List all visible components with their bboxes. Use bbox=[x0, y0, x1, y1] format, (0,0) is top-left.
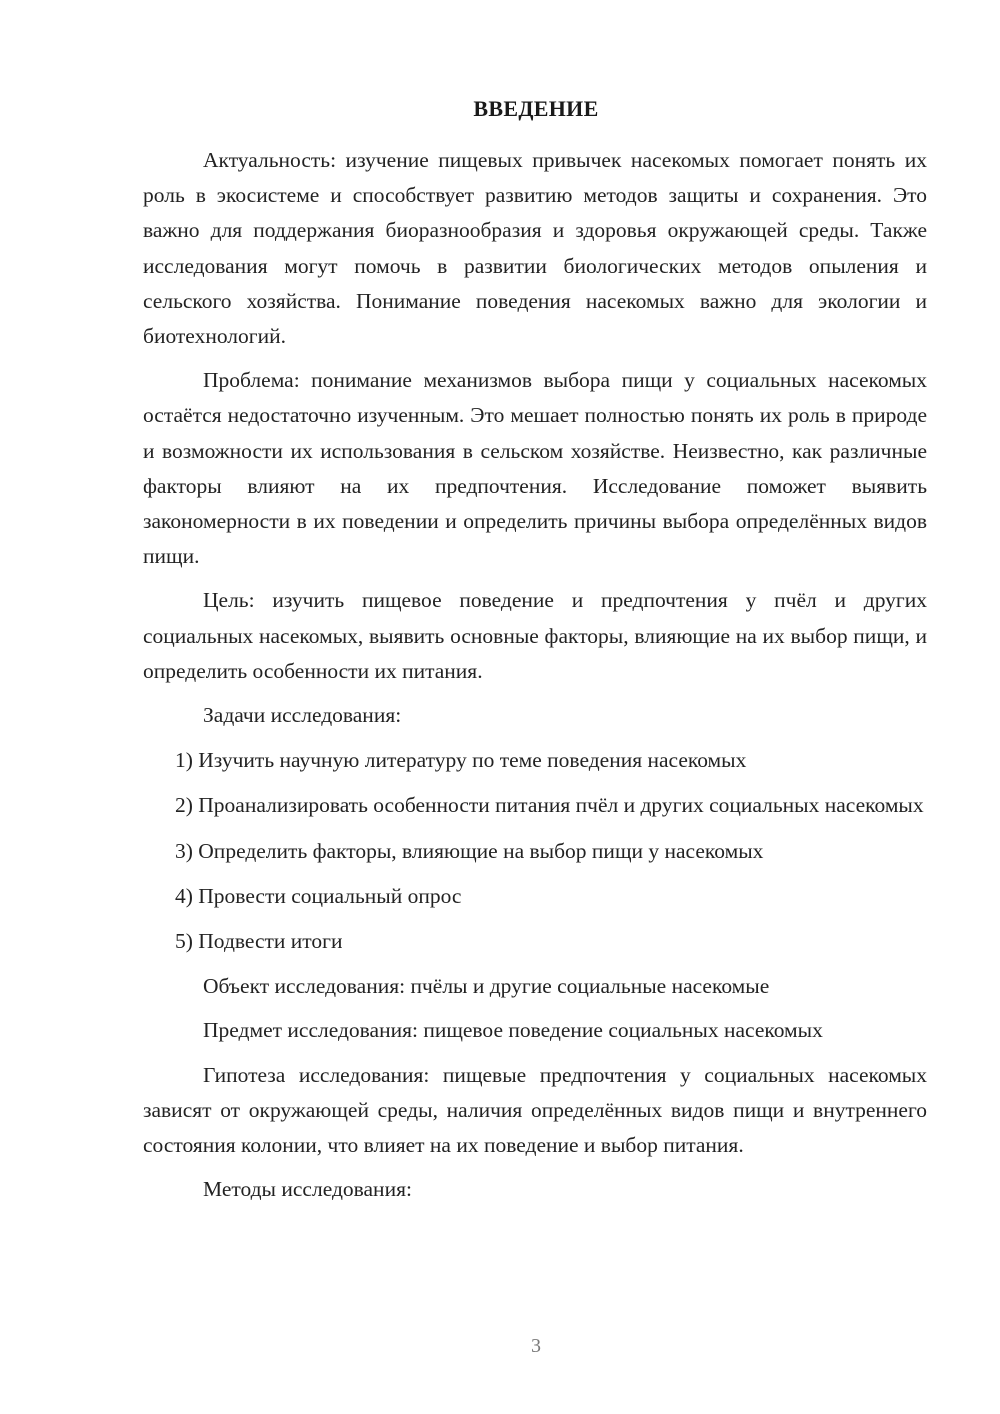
task-item-2: 2) Проанализировать особенности питания пчёл и других социальных насекомых bbox=[175, 793, 924, 818]
page-number: 3 bbox=[531, 1335, 541, 1357]
methods-heading: Методы исследования: bbox=[203, 1177, 412, 1202]
task-item-3: 3) Определить факторы, влияющие на выбор пищи у насекомых bbox=[175, 838, 764, 863]
subject-paragraph: Предмет исследования: пищевое поведение социальных насекомых bbox=[203, 1018, 823, 1043]
task-item-1: 1) Изучить научную литературу по теме поведения насекомых bbox=[175, 748, 747, 773]
document-body bbox=[143, 143, 927, 1207]
goal-paragraph: Цель: изучить пищевое поведение и предпочтения у пчёл и других социальных насекомых, выявить основные факторы, влияющие на их выбор пищи, и определить особенности их питания. bbox=[143, 588, 927, 683]
hypothesis-paragraph: Гипотеза исследования: пищевые предпочтения у социальных насекомых зависят от окружающей среды, наличия определённых видов пищи и внутреннего состояния колонии, что влияет на их поведение и выбор питания. bbox=[143, 1062, 927, 1158]
task-item-4: 4) Провести социальный опрос bbox=[175, 883, 462, 908]
task-item-5: 5) Подвести итоги bbox=[175, 929, 343, 954]
relevance-paragraph: Актуальность: изучение пищевых привычек насекомых помогает понять их роль в экосистеме и способствует развитию методов защиты и сохранения. Это важно для поддержания биоразнообразия и здоровья окружающей среды. Также исследования могут помочь в развитии биологических методов опыления и сельского хозяйства. Понимание поведения насекомых важно для экологии и биотехнологий. bbox=[143, 148, 927, 349]
section-title: ВВЕДЕНИЕ bbox=[473, 96, 599, 121]
problem-paragraph: Проблема: понимание механизмов выбора пищи у социальных насекомых остаётся недостаточно изученным. Это мешает полностью понять их роль в природе и возможности их использования в сельском хозяйстве. Неизвестно, как различные факторы влияют на их предпочтения. Исследование поможет выявить закономерности в их поведении и определить причины выбора определённых видов пищи. bbox=[143, 368, 927, 569]
tasks-heading: Задачи исследования: bbox=[203, 703, 402, 728]
object-paragraph: Объект исследования: пчёлы и другие социальные насекомые bbox=[203, 974, 770, 999]
